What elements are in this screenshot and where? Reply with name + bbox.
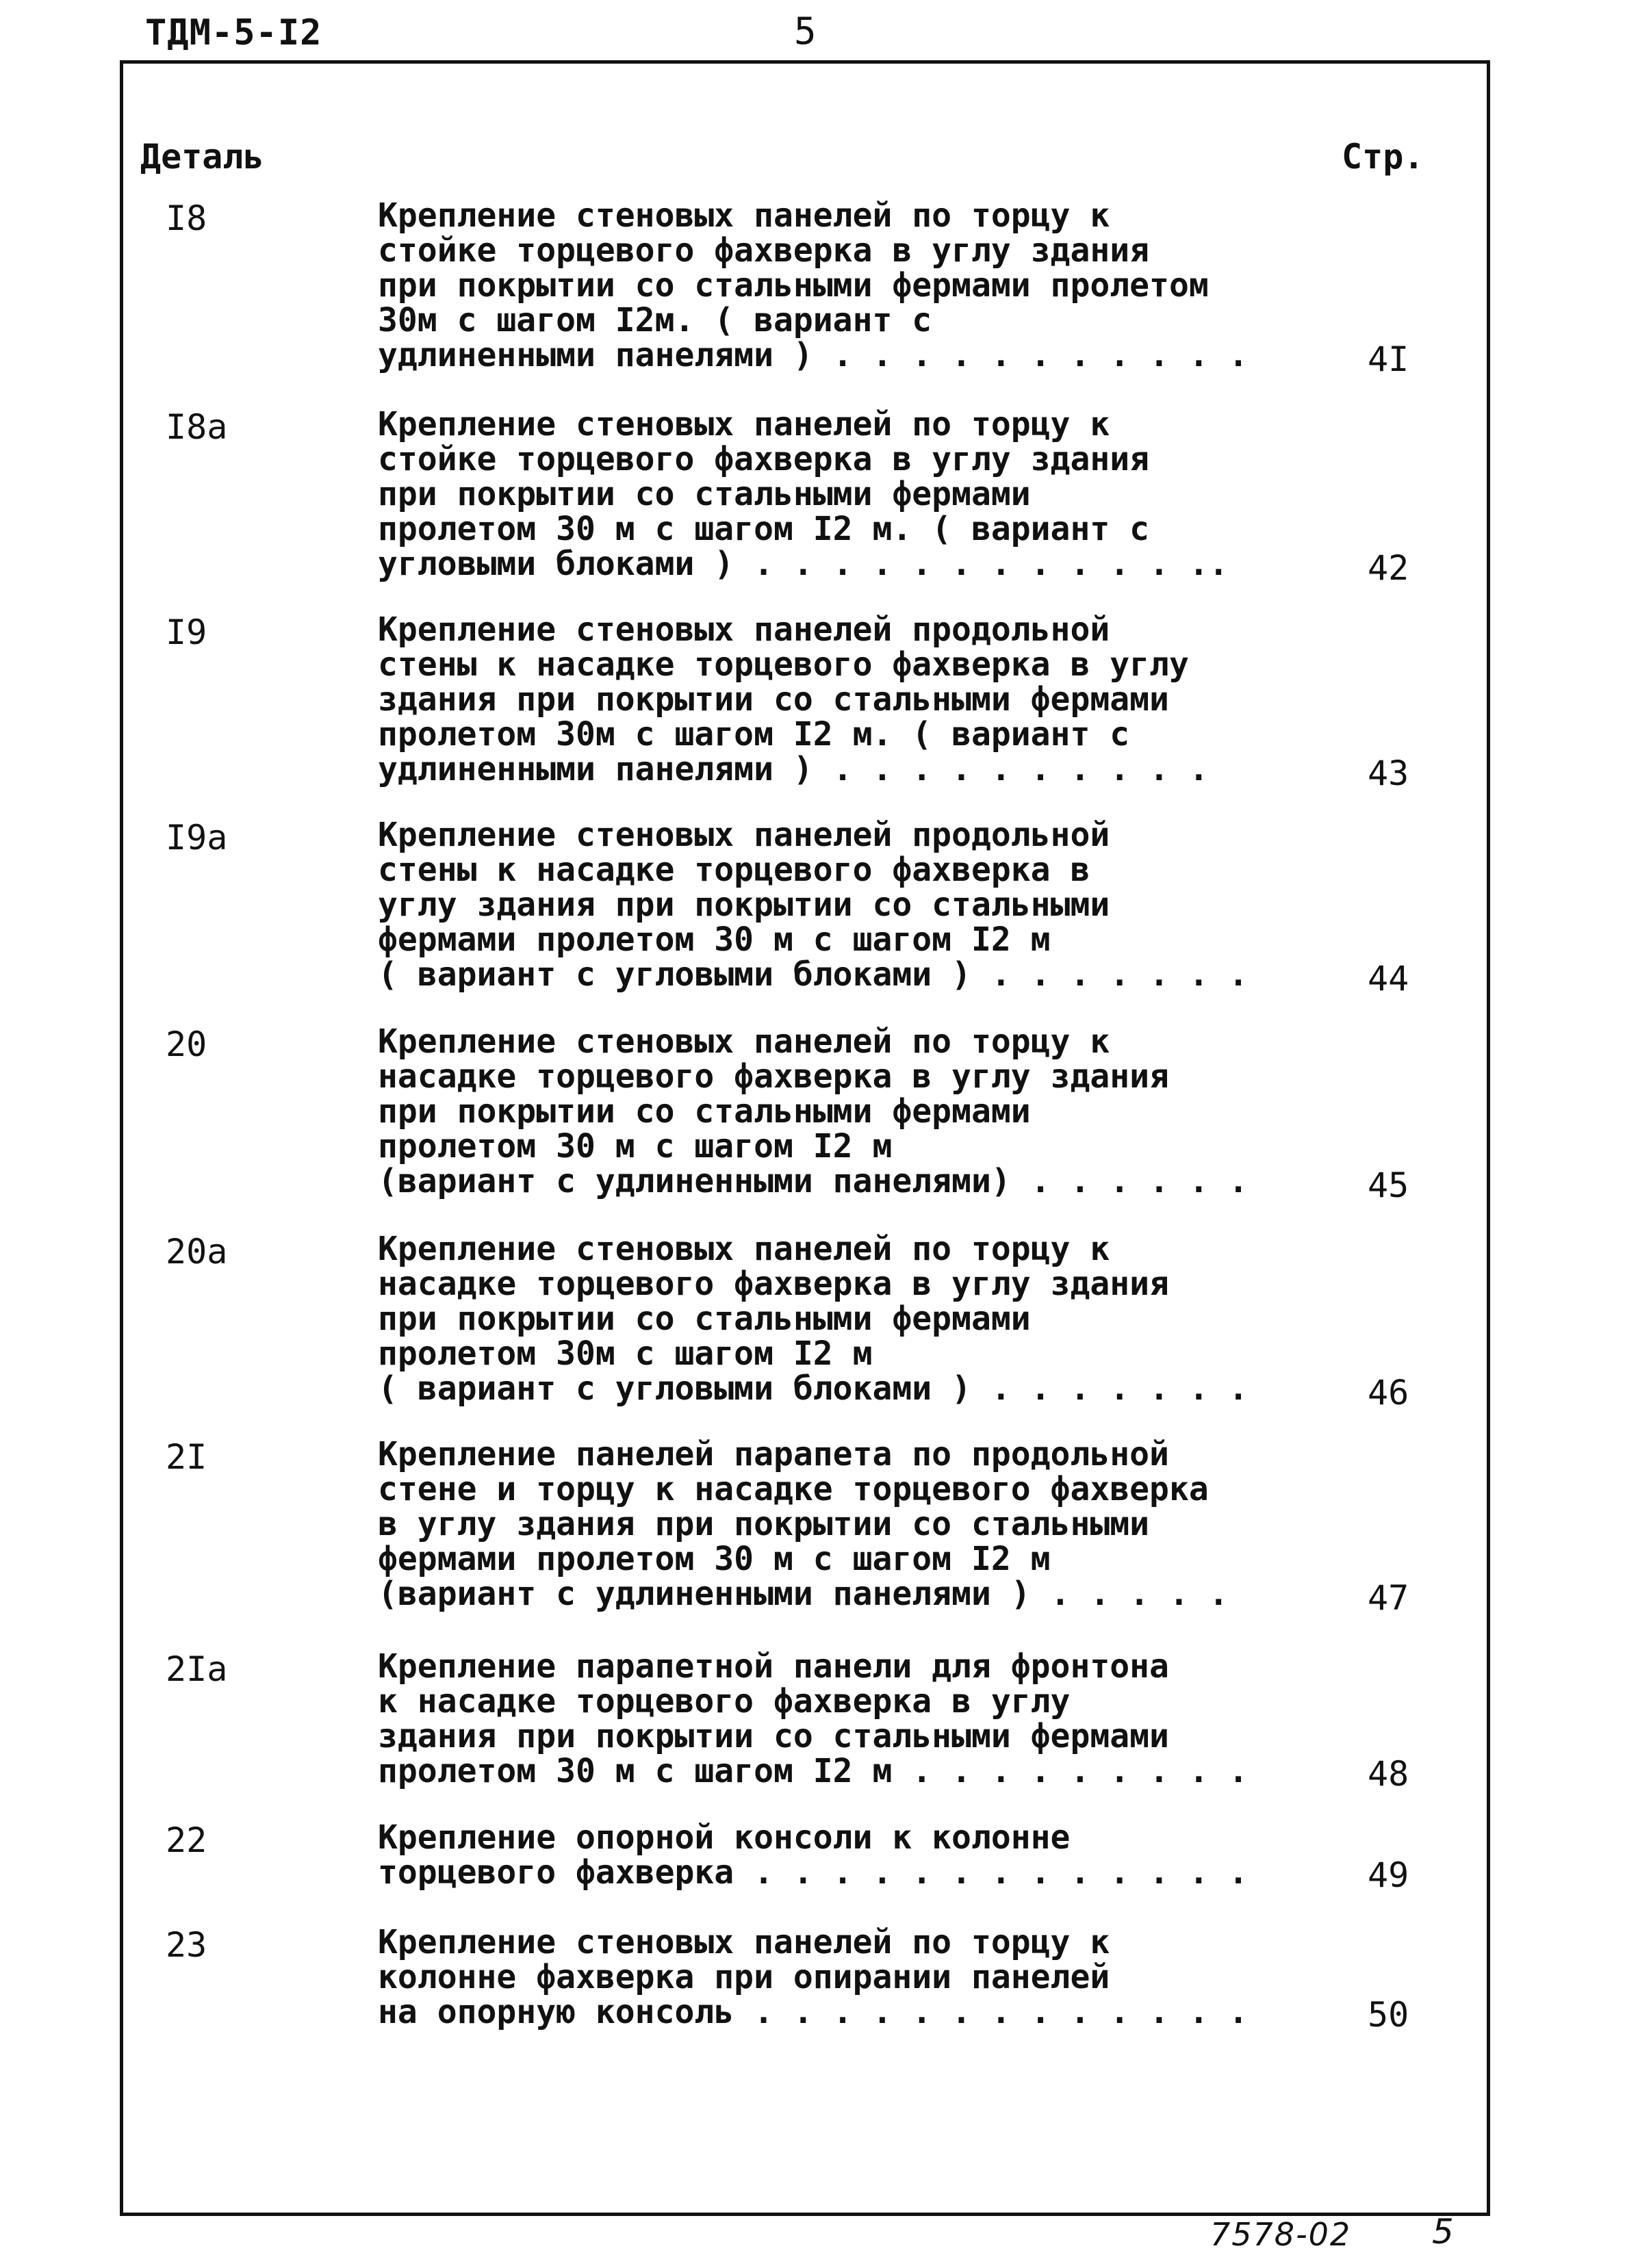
entry-page: 49 — [1368, 1855, 1409, 1895]
entry-page: 45 — [1368, 1165, 1409, 1205]
entry-text: Крепление стеновых панелей продольной стены к насадке торцевого фахверка в углу здания при покрытии со стальными фермами пролетом 30 м с шагом I2 м ( вариант с угловыми блоками ) . . . . . . . — [378, 816, 1249, 994]
entry-page: 43 — [1368, 753, 1409, 793]
page-column-header: Стр. — [1342, 137, 1424, 177]
entry-id: I9 — [166, 613, 207, 652]
entry-id: 2I — [166, 1437, 207, 1477]
entry-page: 44 — [1368, 959, 1409, 998]
entry-text: Крепление стеновых панелей по торцу к стойке торцевого фахверка в углу здания при покрытии со стальными фермами пролетом 30м с шагом I2м. ( вариант с удлиненными панелями ) . . . . . . . . . . . — [378, 196, 1249, 374]
page-number: 5 — [794, 10, 817, 53]
entry-text: Крепление опорной консоли к колонне торцевого фахверка . . . . . . . . . . . . . — [378, 1818, 1249, 1892]
entry-id: 22 — [166, 1820, 207, 1860]
entry-text: Крепление стеновых панелей по торцу к насадке торцевого фахверка в углу здания при покрытии со стальными фермами пролетом 30м с шагом I2 м ( вариант с угловыми блоками ) . . . . . . . — [378, 1230, 1249, 1408]
entry-page: 46 — [1368, 1373, 1409, 1413]
entry-id: 20а — [166, 1232, 228, 1272]
entry-text: Крепление панелей парапета по продольной стене и торцу к насадке торцевого фахверка в углу здания при покрытии со стальными фермами пролетом 30 м с шагом I2 м (вариант с удлиненными панелями ) . . . . . — [378, 1435, 1229, 1613]
entry-page: 48 — [1368, 1754, 1409, 1794]
entry-page: 50 — [1368, 1995, 1409, 2035]
sheet-number: 5 — [1432, 2212, 1454, 2252]
detail-column-header: Деталь — [140, 137, 264, 177]
entry-text: Крепление стеновых панелей по торцу к насадке торцевого фахверка в углу здания при покрытии со стальными фермами пролетом 30 м с шагом I2 м (вариант с удлиненными панелями) . . . . . . — [378, 1022, 1249, 1200]
entry-page: 4I — [1368, 339, 1409, 379]
entry-text: Крепление стеновых панелей по торцу к колонне фахверка при опирании панелей на опорную консоль . . . . . . . . . . . . . — [378, 1923, 1249, 2031]
entry-text: Крепление парапетной панели для фронтона к насадке торцевого фахверка в углу здания при покрытии со стальными фермами пролетом 30 м с шагом I2 м . . . . . . . . . — [378, 1647, 1249, 1790]
entry-id: I8 — [166, 198, 207, 238]
entry-id: 20 — [166, 1025, 207, 1064]
inventory-number: 7578-02 — [1210, 2216, 1352, 2253]
entry-page: 47 — [1368, 1578, 1409, 1618]
entry-text: Крепление стеновых панелей по торцу к стойке торцевого фахверка в углу здания при покрытии со стальными фермами пролетом 30 м с шагом I2 м. ( вариант с угловыми блоками ) . . . . . . . . . . . .. — [378, 405, 1229, 583]
entry-id: 23 — [166, 1925, 207, 1965]
entry-id: I8а — [166, 407, 228, 447]
document-code: ТДМ-5-I2 — [145, 12, 322, 53]
entry-page: 42 — [1368, 548, 1409, 588]
entry-id: I9а — [166, 818, 228, 858]
entry-text: Крепление стеновых панелей продольной стены к насадке торцевого фахверка в углу здания при покрытии со стальными фермами пролетом 30м с шагом I2 м. ( вариант с удлиненными панелями ) . . . . . . . . . . — [378, 610, 1209, 788]
entry-id: 2Iа — [166, 1649, 228, 1689]
